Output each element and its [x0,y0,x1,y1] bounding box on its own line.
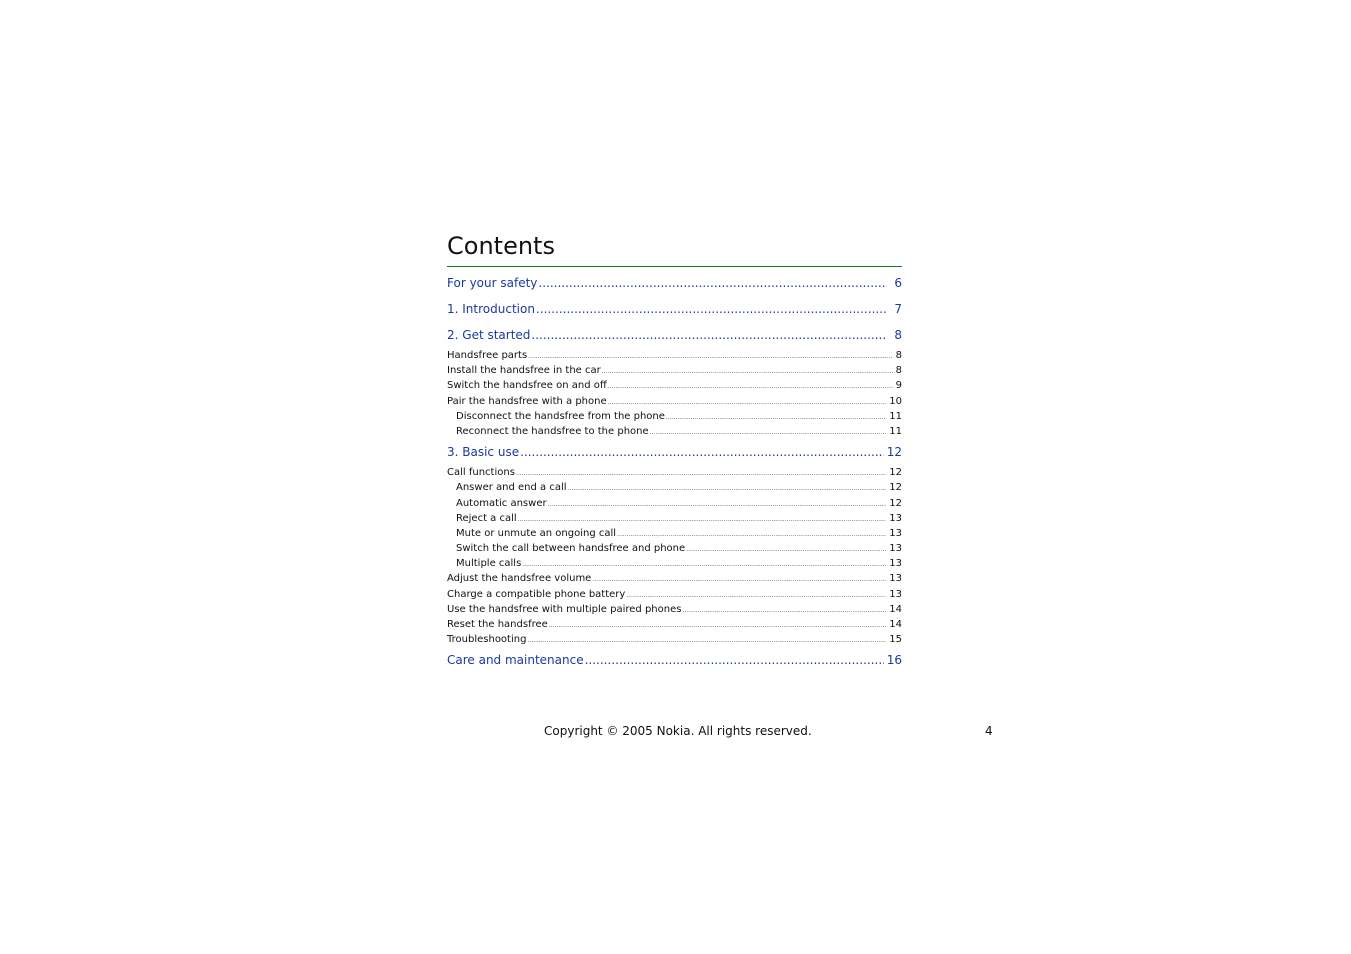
toc-section-link[interactable] [447,424,902,439]
dot-leader [626,588,886,603]
toc-entry-page: 12 [889,482,902,494]
dot-leader [518,512,887,527]
toc-entry-label: Reset the handsfree [447,619,548,630]
dot-leader [568,481,887,496]
toc-entry-page: 8 [895,350,902,361]
toc-entry-label: Charge a compatible phone battery [447,588,626,600]
toc-entry-page: 8 [895,365,902,377]
toc-entry-label: Multiple calls [456,558,522,570]
dot-leader [585,653,884,667]
toc-entry-label: 2. Get started [447,328,531,342]
toc-entry-label: Care and maintenance [447,653,584,668]
dot-leader [536,302,887,316]
toc-entry-label: Mute or unmute an ongoing call [456,527,617,539]
dot-leader [608,379,893,394]
toc-section-link[interactable] [447,632,902,647]
dot-leader [516,466,886,481]
toc-entry-label: Handsfree parts [447,350,528,361]
toc-entry-label: Disconnect the handsfree from the phone [456,410,665,422]
dot-leader [528,349,892,364]
toc-entry-page: 15 [889,634,902,646]
toc-section-link[interactable] [447,556,902,571]
toc-section-link[interactable] [447,526,902,541]
toc-entry-label: Automatic answer [456,497,547,509]
dot-leader [686,542,886,557]
toc-entry-page: 8 [894,328,902,342]
toc-section-link[interactable] [447,465,902,480]
toc-chapter-link[interactable] [447,653,902,673]
table-of-contents [447,276,902,673]
page-number: 4 [985,724,993,738]
dot-leader [522,557,886,572]
toc-entry-page: 7 [894,302,902,316]
toc-section-link[interactable] [447,496,902,511]
dot-leader [602,364,893,379]
title-divider [447,266,902,267]
dot-leader [666,410,886,425]
toc-entry-page: 12 [889,497,902,509]
toc-section-link[interactable] [447,571,902,586]
toc-section-link[interactable] [447,363,902,378]
toc-entry-label: Reject a call [456,512,517,524]
dot-leader [617,527,886,542]
toc-entry-label: Answer and end a call [456,482,567,494]
toc-section-link[interactable] [447,409,902,424]
toc-chapter-link[interactable] [447,302,902,322]
dot-leader [608,395,887,410]
dot-leader [592,572,886,587]
toc-entry-label: For your safety [447,276,538,290]
toc-entry-page: 14 [889,603,902,615]
toc-section-link[interactable] [447,541,902,556]
toc-entry-page: 11 [889,425,902,437]
toc-entry-page: 12 [889,467,902,479]
toc-entry-page: 14 [889,619,902,630]
dot-leader [650,425,887,440]
toc-entry-page: 10 [889,395,902,407]
toc-entry-label: Call functions [447,467,515,479]
toc-section-link[interactable] [447,394,902,409]
dot-leader [527,633,886,648]
toc-section-link[interactable] [447,602,902,617]
toc-entry-page: 13 [889,558,902,570]
toc-entry-label: Pair the handsfree with a phone [447,395,607,407]
toc-chapter-link[interactable] [447,445,902,465]
toc-entry-page: 9 [895,380,902,392]
toc-section-link[interactable] [447,587,902,602]
dot-leader [549,618,886,633]
page-title: Contents [447,232,555,260]
toc-entry-label: Troubleshooting [447,634,527,646]
toc-entry-label: 1. Introduction [447,302,535,316]
toc-entry-page: 13 [889,588,902,600]
dot-leader [682,603,886,618]
copyright-text: Copyright © 2005 Nokia. All rights reserved. [544,724,812,738]
toc-entry-page: 13 [889,573,902,585]
dot-leader [531,328,887,342]
toc-entry-page: 13 [889,543,902,555]
toc-section-link[interactable] [447,378,902,393]
toc-entry-page: 13 [889,527,902,539]
toc-section-link[interactable] [447,348,902,363]
toc-entry-page: 12 [886,445,902,460]
toc-chapter-link[interactable] [447,328,902,348]
toc-entry-page: 11 [889,410,902,422]
toc-section-link[interactable] [447,511,902,526]
toc-entry-label: Install the handsfree in the car [447,365,601,377]
dot-leader [548,497,887,512]
toc-entry-label: Switch the call between handsfree and phone [456,543,686,555]
toc-entry-label: Reconnect the handsfree to the phone [456,425,649,437]
toc-entry-page: 16 [886,653,902,668]
toc-section-link[interactable] [447,480,902,495]
toc-entry-label: Use the handsfree with multiple paired phones [447,603,682,615]
dot-leader [520,445,884,459]
toc-entry-page: 13 [889,512,902,524]
toc-chapter-link[interactable] [447,276,902,296]
dot-leader [538,276,887,290]
toc-entry-label: 3. Basic use [447,445,520,460]
toc-entry-label: Switch the handsfree on and off [447,380,607,392]
toc-entry-page: 6 [894,276,902,290]
toc-section-link[interactable] [447,617,902,632]
toc-entry-label: Adjust the handsfree volume [447,573,592,585]
